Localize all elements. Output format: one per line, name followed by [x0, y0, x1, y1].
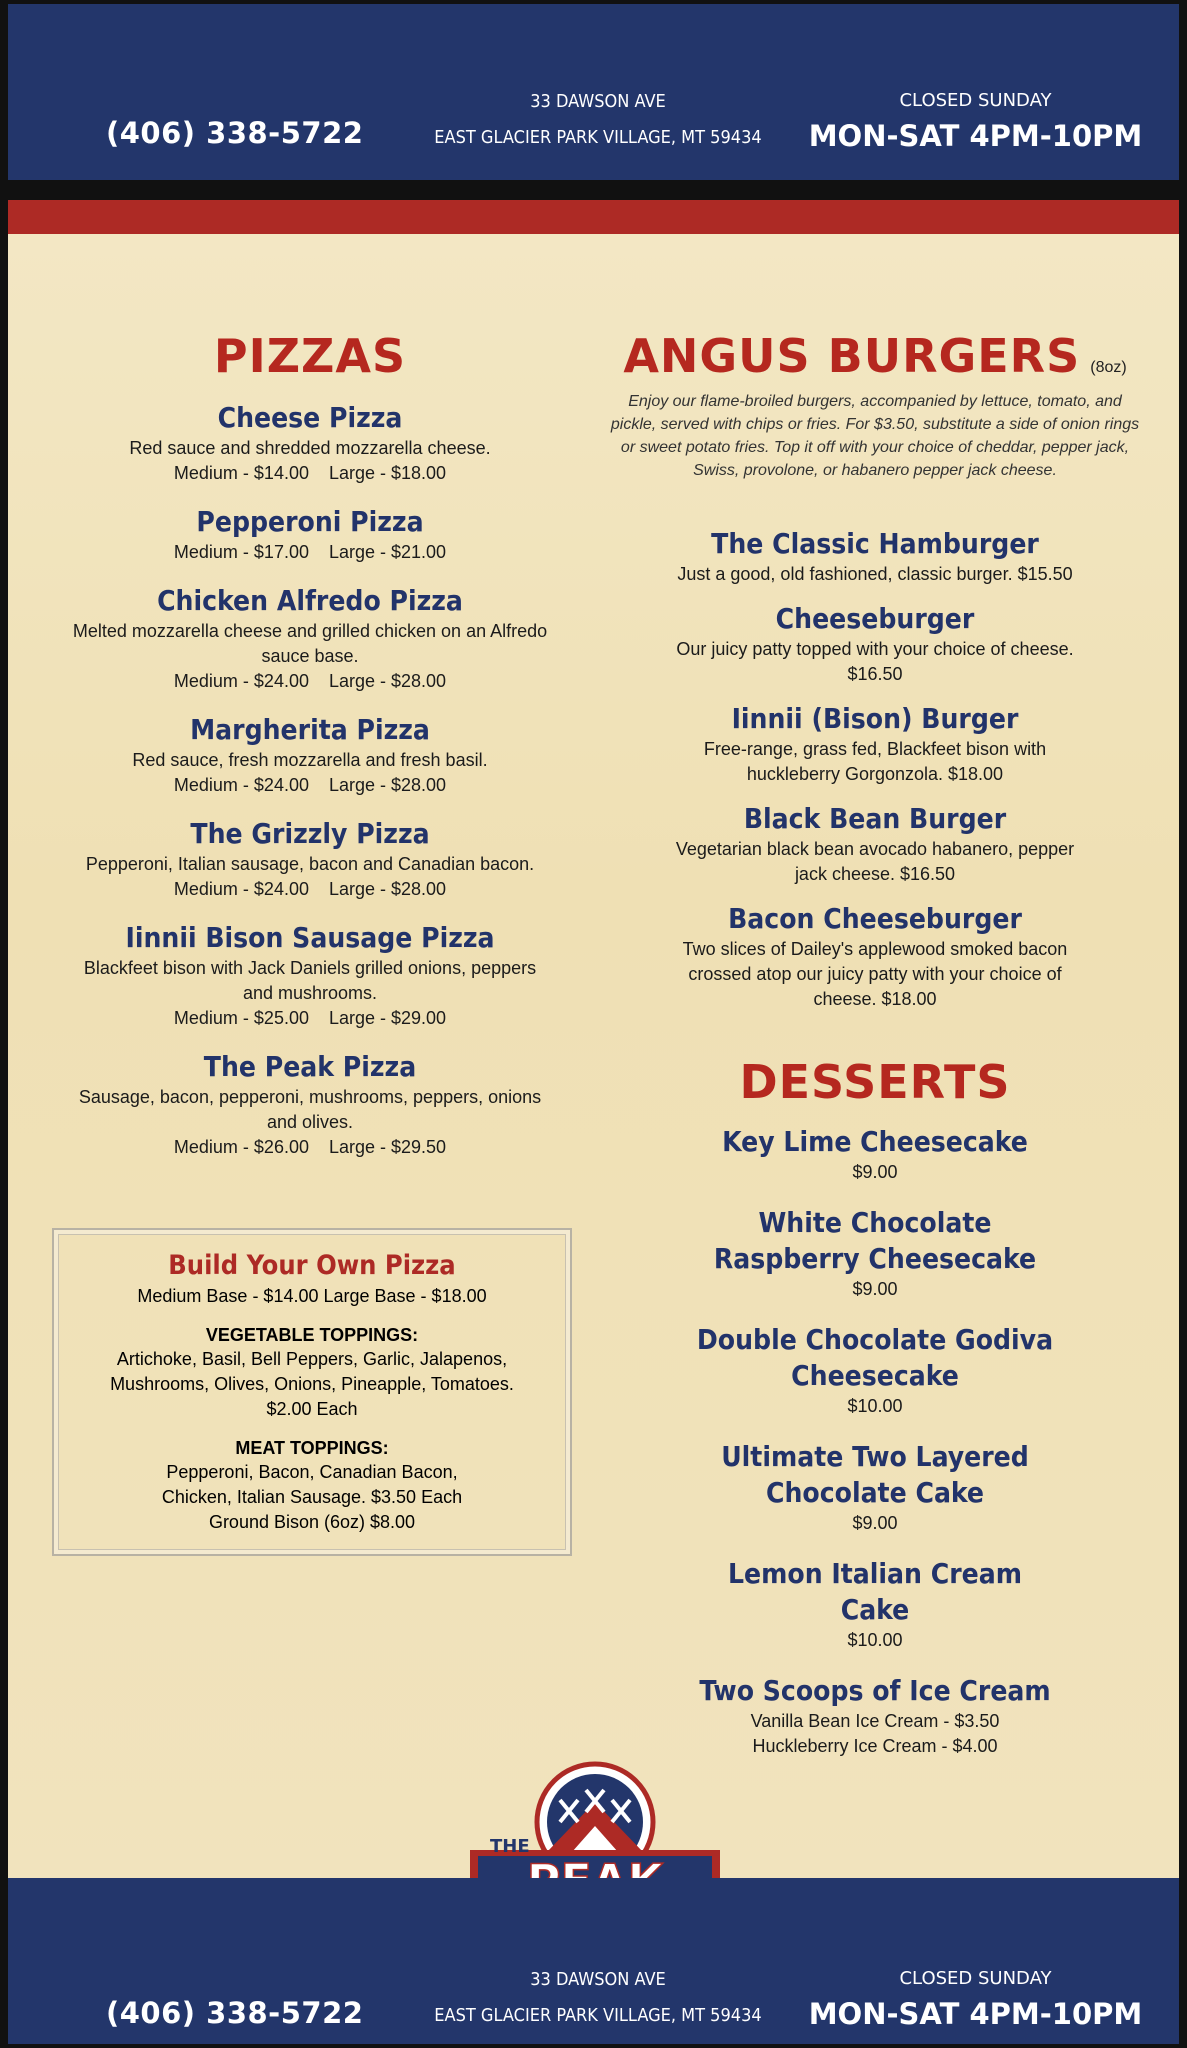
item-price: $9.00: [852, 1513, 898, 1533]
item-price: Medium - $24.00 Large - $28.00: [173, 775, 447, 795]
phone-number: (406) 338-5722: [106, 116, 364, 150]
item-name: Ultimate Two Layered Chocolate Cake: [721, 1440, 1029, 1509]
item-price: Medium - $24.00 Large - $28.00: [173, 671, 447, 691]
item-description: Red sauce, fresh mozzarella and fresh basil.: [132, 750, 488, 770]
item-description: Vegetarian black bean avocado habanero, pepper jack cheese. $16.50: [675, 839, 1075, 884]
item-price: $10.00: [847, 1630, 903, 1650]
item-name: Iinnii (Bison) Burger: [731, 702, 1019, 735]
closed-note: CLOSED SUNDAY: [899, 1968, 1052, 1989]
menu-item: [600, 1556, 1150, 1653]
burger-size: (8oz): [1090, 359, 1127, 376]
veg-toppings-list: Artichoke, Basil, Bell Peppers, Garlic, Jalapenos, Mushrooms, Olives, Onions, Pineapple, Tomatoes.: [110, 1349, 514, 1394]
hours: [808, 1962, 1143, 2032]
menu-item: [600, 701, 1150, 787]
menu-item: [600, 901, 1150, 1012]
section-title: ANGUS BURGERS: [623, 329, 1081, 383]
item-price: Medium - $26.00 Large - $29.50: [173, 1137, 447, 1157]
item-price: Medium - $17.00 Large - $21.00: [173, 542, 447, 562]
item-price: $9.00: [852, 1162, 898, 1182]
item-description: Pepperoni, Italian sausage, bacon and Canadian bacon.: [85, 854, 535, 874]
closed-note: CLOSED SUNDAY: [899, 90, 1052, 111]
menu-item: [600, 801, 1150, 887]
item-description: Our juicy patty topped with your choice of cheese. $16.50: [676, 639, 1074, 684]
menu-item: [60, 504, 560, 565]
pizzas-section: [60, 330, 560, 1178]
item-price: $10.00: [847, 1396, 903, 1416]
item-name: Key Lime Cheesecake: [722, 1125, 1028, 1158]
address-line2: EAST GLACIER PARK VILLAGE, MT 59434: [434, 2005, 762, 2026]
item-price: $9.00: [852, 1279, 898, 1299]
item-price: Vanilla Bean Ice Cream - $3.50: [750, 1711, 1000, 1731]
menu-item: [60, 1049, 560, 1160]
meat-toppings-extra: Ground Bison (6oz) $8.00: [208, 1512, 416, 1532]
footer-band: [8, 1878, 1179, 2044]
item-description: Red sauce and shredded mozzarella cheese.: [129, 438, 491, 458]
item-name: Two Scoops of Ice Cream: [699, 1674, 1051, 1707]
burgers-title-row: [600, 330, 1150, 382]
item-name: Margherita Pizza: [190, 713, 430, 746]
burgers-section: [600, 330, 1150, 1779]
menu-item: [60, 816, 560, 902]
item-price: Medium - $25.00 Large - $29.00: [173, 1008, 447, 1028]
item-name: Black Bean Burger: [743, 802, 1007, 835]
burger-list: [600, 526, 1150, 1012]
logo-the: THE: [490, 1836, 530, 1857]
menu-item: [600, 1439, 1150, 1536]
address: [398, 84, 798, 156]
item-price: Medium - $14.00 Large - $18.00: [173, 463, 447, 483]
byo-base-price: Medium Base - $14.00 Large Base - $18.00: [137, 1286, 487, 1306]
item-price: Medium - $24.00 Large - $28.00: [173, 879, 447, 899]
byo-title: Build Your Own Pizza: [168, 1250, 456, 1281]
build-your-own-box: [52, 1228, 572, 1556]
header-band: [8, 4, 1179, 180]
meat-toppings-list: Pepperoni, Bacon, Canadian Bacon, Chicken, Italian Sausage. $3.50 Each: [161, 1462, 463, 1507]
item-description: Blackfeet bison with Jack Daniels grilled onions, peppers and mushrooms.: [83, 958, 537, 1003]
phone-number: (406) 338-5722: [106, 1996, 364, 2030]
menu-item: [60, 583, 560, 694]
item-name: The Classic Hamburger: [711, 527, 1039, 560]
item-name: White Chocolate Raspberry Cheesecake: [713, 1206, 1037, 1275]
address-line1: 33 DAWSON AVE: [530, 1969, 666, 1990]
address: [398, 1962, 798, 2034]
menu-item: [600, 1322, 1150, 1419]
red-divider: [8, 200, 1179, 234]
item-name: Double Chocolate Godiva Cheesecake: [696, 1323, 1054, 1392]
item-name: Cheese Pizza: [217, 401, 403, 434]
item-name: The Peak Pizza: [203, 1050, 417, 1083]
item-description: Melted mozzarella cheese and grilled chicken on an Alfredo sauce base.: [72, 621, 548, 666]
item-name: The Grizzly Pizza: [190, 817, 430, 850]
menu-item: [60, 400, 560, 486]
hours: [808, 84, 1143, 154]
section-title: PIZZAS: [213, 329, 407, 383]
menu-item: [600, 526, 1150, 587]
section-title: DESSERTS: [739, 1055, 1011, 1109]
item-name: Bacon Cheeseburger: [728, 902, 1022, 935]
menu-item: [600, 1673, 1150, 1759]
dessert-list: [600, 1124, 1150, 1759]
veg-toppings-price: $2.00 Each: [266, 1399, 358, 1419]
menu-item: [600, 1124, 1150, 1185]
item-description: Free-range, grass fed, Blackfeet bison with huckleberry Gorgonzola. $18.00: [703, 739, 1047, 784]
menu-item: [600, 601, 1150, 687]
menu-item: [600, 1205, 1150, 1302]
item-description: Just a good, old fashioned, classic burger. $15.50: [677, 564, 1073, 584]
opening-hours: MON-SAT 4PM-10PM: [808, 119, 1143, 153]
menu-item: [60, 712, 560, 798]
veg-toppings-title: VEGETABLE TOPPINGS:: [205, 1325, 419, 1345]
item-name: Pepperoni Pizza: [196, 505, 424, 538]
item-name: Cheeseburger: [775, 602, 975, 635]
address-line2: EAST GLACIER PARK VILLAGE, MT 59434: [434, 127, 762, 148]
pizza-list: [60, 400, 560, 1160]
item-price: Huckleberry Ice Cream - $4.00: [752, 1736, 998, 1756]
item-description: Two slices of Dailey's applewood smoked bacon crossed atop our juicy patty with your choice of cheese. $18.00: [682, 939, 1068, 1009]
item-name: Iinnii Bison Sausage Pizza: [125, 921, 495, 954]
burgers-intro: Enjoy our flame-broiled burgers, accompanied by lettuce, tomato, and pickle, served with chips or fries. For $3.50, substitute a side of onion rings or sweet potato fries. Top it off with your choice of cheddar, pepper jack, Swiss, provolone, or habanero pepper jack cheese.: [610, 393, 1140, 479]
item-name: Chicken Alfredo Pizza: [157, 584, 463, 617]
opening-hours: MON-SAT 4PM-10PM: [808, 1997, 1143, 2031]
item-description: Sausage, bacon, pepperoni, mushrooms, peppers, onions and olives.: [78, 1087, 542, 1132]
menu-item: [60, 920, 560, 1031]
address-line1: 33 DAWSON AVE: [530, 91, 666, 112]
item-name: Lemon Italian Cream Cake: [728, 1557, 1022, 1626]
meat-toppings-title: MEAT TOPPINGS:: [235, 1438, 389, 1458]
